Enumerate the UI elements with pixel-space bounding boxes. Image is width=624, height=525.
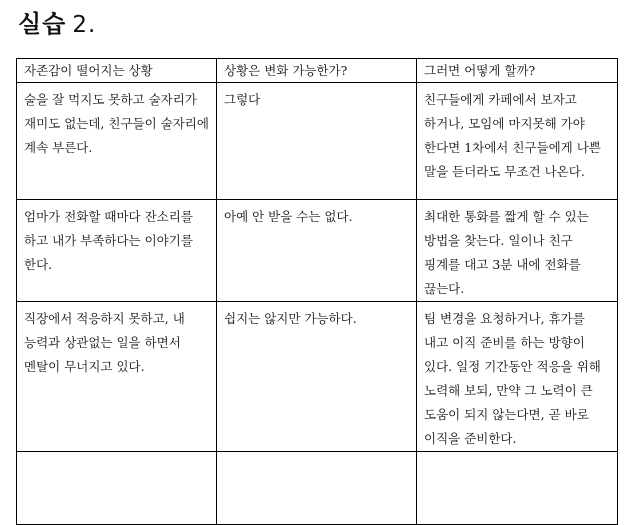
title-number: 2.: [72, 12, 97, 38]
exercise-table: [16, 58, 618, 525]
table-header-row: [17, 59, 618, 83]
title-text: 실습: [18, 10, 67, 38]
table-row: [17, 302, 618, 452]
table-cell-situation: [17, 452, 217, 525]
table-cell-changeable: [217, 452, 417, 525]
table-cell-changeable: 아예 안 받을 수는 없다.: [217, 200, 417, 302]
page-title: [18, 8, 96, 41]
table-row-empty: [17, 452, 618, 525]
table-cell-action: [417, 452, 618, 525]
table-cell-action: 팀 변경을 요청하거나, 휴가를 내고 이직 준비를 하는 방향이 있다. 일정 기간동안 적응을 위해 노력해 보되, 만약 그 노력이 큰 도움이 되지 않는다면, 곧 바로 이직을 준비한다.: [417, 302, 618, 452]
table-row: [17, 83, 618, 200]
column-header-situation: 자존감이 떨어지는 상황: [17, 59, 217, 83]
table-cell-situation: 직장에서 적응하지 못하고, 내 능력과 상관없는 일을 하면서 멘탈이 무너지고 있다.: [17, 302, 217, 452]
table-cell-changeable: 그렇다: [217, 83, 417, 200]
column-header-action: 그러면 어떻게 할까?: [417, 59, 618, 83]
table-row: [17, 200, 618, 302]
table-cell-situation: 엄마가 전화할 때마다 잔소리를 하고 내가 부족하다는 이야기를 한다.: [17, 200, 217, 302]
table-cell-changeable: 쉽지는 않지만 가능하다.: [217, 302, 417, 452]
table-cell-action: 친구들에게 카페에서 보자고 하거나, 모임에 마지못해 가야 한다면 1차에서 친구들에게 나쁜 말을 듣더라도 무조건 나온다.: [417, 83, 618, 200]
table-cell-situation: 술을 잘 먹지도 못하고 술자리가 재미도 없는데, 친구들이 술자리에 계속 부른다.: [17, 83, 217, 200]
table-cell-action: 최대한 통화를 짧게 할 수 있는 방법을 찾는다. 일이나 친구 핑계를 대고 3분 내에 전화를 끊는다.: [417, 200, 618, 302]
column-header-changeable: 상황은 변화 가능한가?: [217, 59, 417, 83]
